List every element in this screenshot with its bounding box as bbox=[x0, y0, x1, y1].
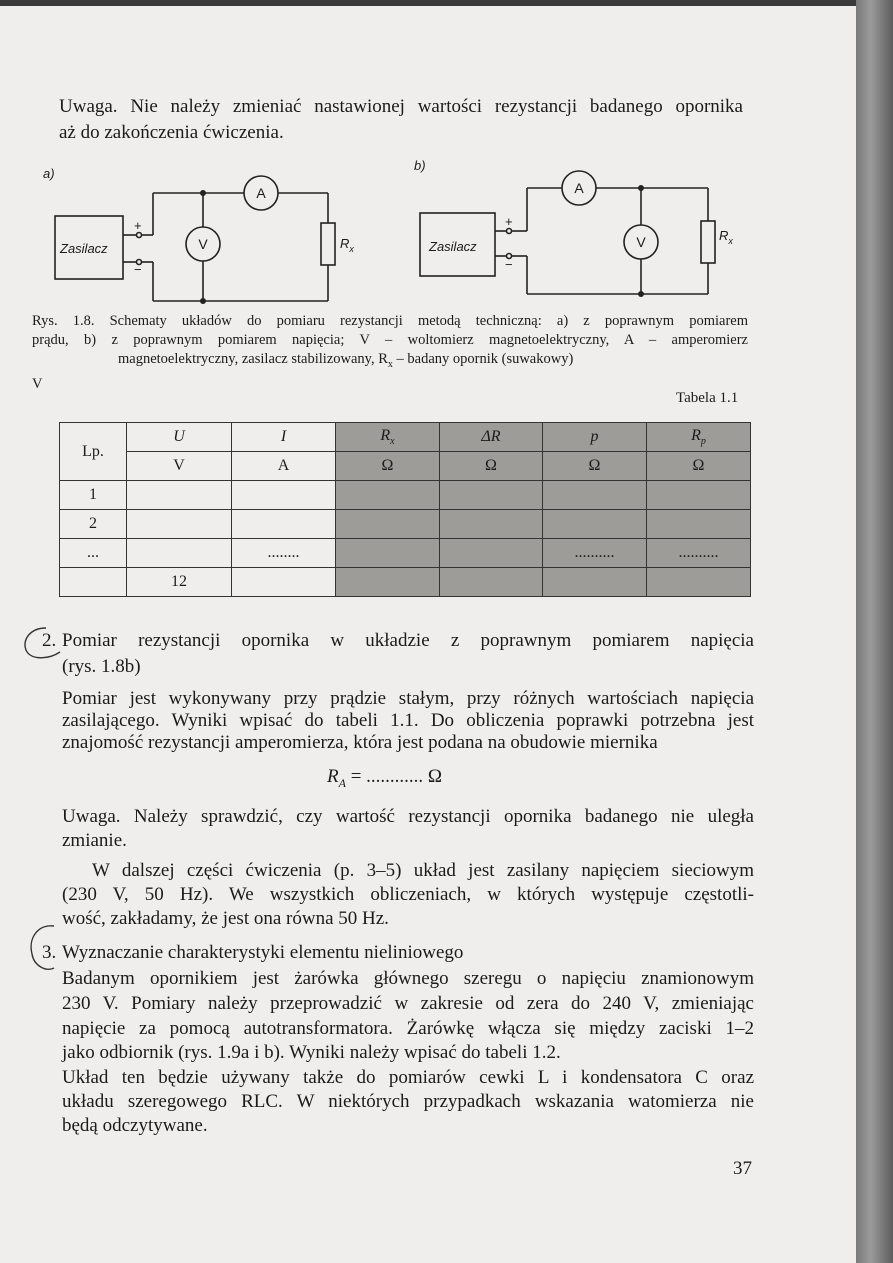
section3-para1-line3: napięcie za pomocą autotransformatora. Żarówkę włącza się między zaciski 1–2 bbox=[62, 1018, 754, 1039]
ammeter-resistance-formula: $R_A$ = ............ Ω bbox=[327, 766, 443, 790]
voltmeter-label-a: V bbox=[198, 236, 208, 252]
row-dr bbox=[440, 481, 543, 510]
section3-para2-line2: układu szeregowego RLC. W niektórych przypadkach wskazania watomierza nie bbox=[62, 1091, 754, 1112]
row-rp bbox=[647, 510, 751, 539]
section2-para1-line1: Pomiar jest wykonywany przy prądzie stałym, przy różnych wartościach napięcia bbox=[62, 688, 754, 709]
table-header-row bbox=[60, 423, 751, 452]
page-edge bbox=[856, 0, 893, 1263]
figure-caption-line1: Rys. 1.8. Schematy układów do pomiaru rezystancji metodą techniczną: a) z poprawnym pomiarem bbox=[32, 313, 748, 329]
figure-label-b: b) bbox=[414, 158, 426, 173]
table-row bbox=[60, 481, 751, 510]
lp-header: Lp. bbox=[60, 423, 127, 481]
results-table bbox=[59, 422, 751, 597]
minus-sign-a: − bbox=[134, 262, 142, 277]
section2-para2-line3: wość, zakładamy, że jest ona równa 50 Hz. bbox=[62, 908, 389, 929]
col-rp-symbol: $R_p$ bbox=[647, 423, 751, 452]
section2-heading: Pomiar rezystancji opornika w układzie z poprawnym pomiarem napięcia bbox=[62, 630, 754, 651]
col-dr-unit: Ω bbox=[440, 452, 543, 481]
section3-para1-line4: jako odbiornik (rys. 1.9a i b). Wyniki należy wpisać do tabeli 1.2. bbox=[62, 1042, 561, 1063]
row-rx bbox=[336, 510, 440, 539]
resistor-label-a: $R_x$ bbox=[340, 236, 354, 254]
ammeter-label-a: A bbox=[256, 185, 266, 201]
col-u-unit: V bbox=[127, 452, 232, 481]
row-p bbox=[543, 510, 647, 539]
row-i: ........ bbox=[232, 539, 336, 568]
table-row bbox=[60, 510, 751, 539]
figure-caption-line3: magnetoelektryczny, zasilacz stabilizowany, $R_x$ – badany opornik (suwakowy) bbox=[118, 351, 574, 370]
col-i-symbol: I bbox=[232, 423, 336, 452]
row-rx bbox=[336, 539, 440, 568]
row-i bbox=[232, 510, 336, 539]
section2-para1-line2: zasilającego. Wyniki wpisać do tabeli 1.1. Do obliczenia poprawki potrzebna jest bbox=[62, 710, 754, 731]
row-i bbox=[232, 568, 336, 597]
col-rx-symbol: $R_x$ bbox=[336, 423, 440, 452]
section3-para1-line2: 230 V. Pomiary należy przeprowadzić w zakresie od zera do 240 V, zmieniając bbox=[62, 993, 754, 1014]
supply-label-b: Zasilacz bbox=[429, 239, 477, 254]
row-rx bbox=[336, 568, 440, 597]
figure-label-a: a) bbox=[43, 166, 55, 181]
col-rp-unit: Ω bbox=[647, 452, 751, 481]
col-p-unit: Ω bbox=[543, 452, 647, 481]
supply-label-a: Zasilacz bbox=[60, 241, 108, 256]
row-u bbox=[127, 539, 232, 568]
row-p bbox=[543, 568, 647, 597]
section3-heading: Wyznaczanie charakterystyki elementu nieliniowego bbox=[62, 942, 464, 963]
row-dr bbox=[440, 539, 543, 568]
col-u-symbol: U bbox=[127, 423, 232, 452]
table-row bbox=[60, 568, 751, 597]
row-rx bbox=[336, 481, 440, 510]
row-u bbox=[127, 510, 232, 539]
col-rx-unit: Ω bbox=[336, 452, 440, 481]
row-lp: ... bbox=[60, 539, 127, 568]
section2-para2-line2: (230 V, 50 Hz). We wszystkich obliczeniach, w których występuje częstotli- bbox=[62, 884, 754, 905]
row-rp bbox=[647, 568, 751, 597]
plus-sign-b: + bbox=[505, 214, 513, 229]
section2-number: 2. bbox=[42, 630, 57, 651]
section2-heading-cont: (rys. 1.8b) bbox=[62, 656, 141, 677]
circuit-figure bbox=[40, 158, 780, 316]
row-lp: 2 bbox=[60, 510, 127, 539]
minus-sign-b: − bbox=[505, 257, 513, 272]
section2-para1-line3: znajomość rezystancji amperomierza, która jest podana na obudowie miernika bbox=[62, 732, 658, 753]
col-p-symbol: p bbox=[543, 423, 647, 452]
voltmeter-label-b: V bbox=[636, 234, 646, 250]
row-p: .......... bbox=[543, 539, 647, 568]
table-row bbox=[60, 539, 751, 568]
figure-caption-line2: prądu, b) z poprawnym pomiarem napięcia; V – woltomierz magnetoelektryczny, A – amperomierz bbox=[32, 332, 748, 348]
row-i bbox=[232, 481, 336, 510]
section3-para1-line1: Badanym opornikiem jest żarówka głównego szeregu o napięciu znamionowym bbox=[62, 968, 754, 989]
row-dr bbox=[440, 510, 543, 539]
row-u: 12 bbox=[127, 568, 232, 597]
intro-note-line1: Uwaga. Nie należy zmieniać nastawionej wartości rezystancji badanego opornika bbox=[59, 96, 743, 117]
section3-para2-line3: będą odczytywane. bbox=[62, 1115, 208, 1136]
section3-para2-line1: Układ ten będzie używany także do pomiarów cewki L i kondensatora C oraz bbox=[62, 1067, 754, 1088]
row-u bbox=[127, 481, 232, 510]
row-rp bbox=[647, 481, 751, 510]
stray-mark: V bbox=[32, 376, 43, 392]
section2-para2-line1: W dalszej części ćwiczenia (p. 3–5) układ jest zasilany napięciem sieciowym bbox=[92, 860, 754, 881]
col-i-unit: A bbox=[232, 452, 336, 481]
row-rp: .......... bbox=[647, 539, 751, 568]
intro-note-line2: aż do zakończenia ćwiczenia. bbox=[59, 122, 284, 143]
row-dr bbox=[440, 568, 543, 597]
book-page bbox=[0, 6, 856, 1263]
table-title: Tabela 1.1 bbox=[676, 390, 739, 406]
row-p bbox=[543, 481, 647, 510]
row-lp: 1 bbox=[60, 481, 127, 510]
resistor-label-b: $R_x$ bbox=[719, 228, 733, 246]
plus-sign-a: + bbox=[134, 218, 142, 233]
ammeter-label-b: A bbox=[574, 180, 584, 196]
section2-note-line1: Uwaga. Należy sprawdzić, czy wartość rezystancji opornika badanego nie uległa bbox=[62, 806, 754, 827]
section3-number: 3. bbox=[42, 942, 57, 963]
col-dr-symbol: ΔR bbox=[440, 423, 543, 452]
section2-note-line2: zmianie. bbox=[62, 830, 127, 851]
row-lp bbox=[60, 568, 127, 597]
table-units-row bbox=[60, 452, 751, 481]
page-number: 37 bbox=[733, 1158, 752, 1179]
